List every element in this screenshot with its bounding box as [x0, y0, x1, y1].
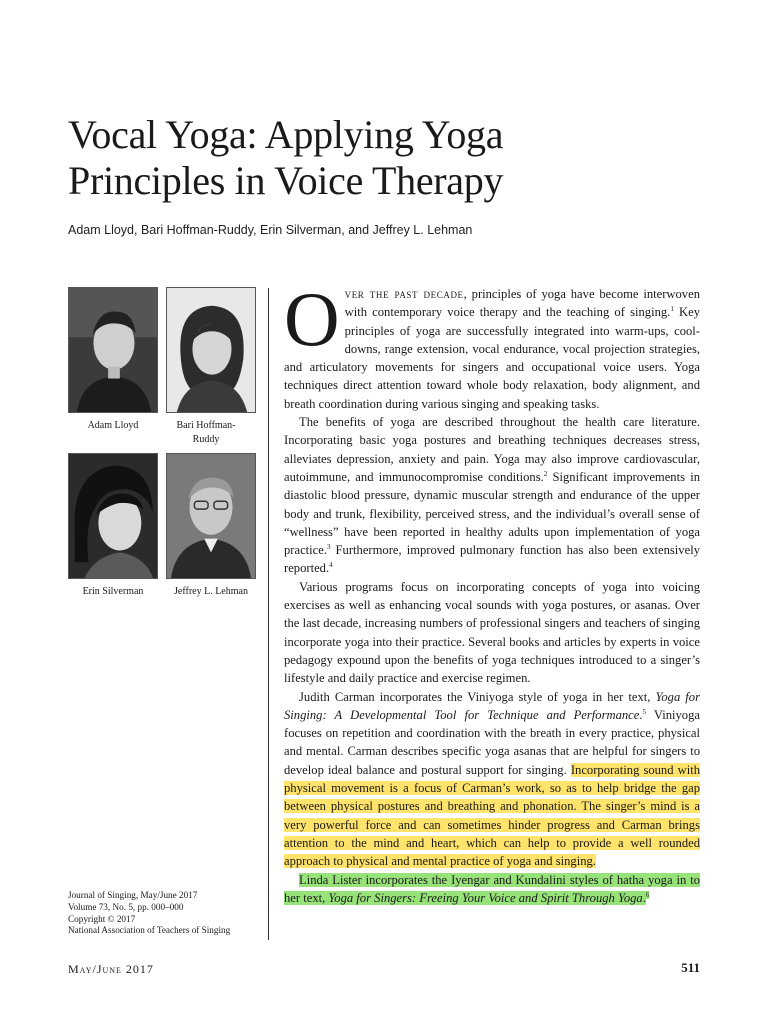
journal-info — [68, 890, 230, 937]
journal-info-line: Journal of Singing, May/June 2017 — [68, 890, 198, 900]
footnote-ref[interactable]: 5 — [642, 707, 647, 716]
highlight-yellow[interactable]: The singer’s mind is a very powerful force and can sometimes hinder progress and Carman brings attention to the mind and heart, which can help to provide a — [284, 799, 701, 850]
footnote-ref[interactable]: 6 — [645, 890, 650, 899]
highlight-green[interactable]: Linda Lister incorporates the Iyengar and Kundalini styles of hatha yoga in to her text, — [284, 872, 700, 905]
text: Viniyoga focuses on repetition and coordination with the breath in every practice, physical and mental. Carman describes specific yoga asanas that are helpful for singers to develop ideal balance and postural support for singing. — [284, 707, 700, 777]
paragraph — [284, 276, 701, 413]
page-number: 511 — [681, 960, 700, 975]
text: Furthermore, improved pulmonary function has also been extensively reported. — [284, 543, 700, 576]
article-body — [284, 276, 701, 907]
text: , principles of yoga have become interwoven with contemporary voice therapy and the teaching of singing. — [344, 287, 700, 320]
journal-info-line: Volume 73, No. 5, pp. 000–000 — [68, 901, 184, 912]
drop-cap: O — [284, 276, 340, 362]
text: . — [639, 707, 643, 722]
text: Judith Carman incorporates the Viniyoga style of yoga in her text, — [299, 689, 656, 704]
journal-info-line: Copyright © 2017 — [68, 913, 136, 924]
column-divider — [268, 288, 269, 940]
title-line-2: Principles in Voice Therapy — [68, 158, 504, 203]
paragraph: Various programs focus on incorporating concepts of yoga into voicing exercises as well as enhancing vocal sounds with yoga postures, or asanas. Over the last decade, increasing numbers of professional singers and teachers of singing incorporate yoga into their practice. Several books and articles by experts in voice pedagogy expound upon the benefits of yoga techniques introduced to a singer’s lifestyle and daily practice and exercise regimen. — [284, 579, 700, 686]
journal-info-line: National Association of Teachers of Singing — [68, 925, 231, 936]
footnote-ref[interactable]: 1 — [670, 305, 674, 314]
text: Significant improvements in diastolic blood pressure, dynamic muscular strength and endurance of the upper body and trunk, flexibility, perceived stress, and the individual’s overall sense of “wellness” have been reported in healthy adults upon implementation of yoga practice. — [284, 469, 700, 558]
book-title: Yoga for Singing: A Developmental Tool for Technique and Performance — [284, 689, 700, 722]
author-photo-jeffrey-lehman — [166, 453, 256, 579]
paragraph — [284, 871, 700, 908]
author-photo-erin-silverman — [68, 453, 158, 579]
highlight-green[interactable]: . — [642, 890, 646, 905]
photo-caption: Jeffrey L. Lehman — [174, 586, 248, 597]
paragraph — [284, 413, 700, 578]
footnote-ref[interactable]: 3 — [327, 542, 331, 551]
photo-caption: Bari Hoffman-Ruddy — [176, 420, 236, 445]
article-title — [68, 112, 688, 204]
text: The benefits of yoga are described throughout the health care literature. Incorporating basic yoga postures and breathing techniques decreases stress, alleviates depression, anxiety and pain. Yoga may also improve cardiovascular, autoimmune, and immunocompromise conditions. — [284, 415, 700, 484]
footnote-ref[interactable]: 4 — [329, 561, 333, 570]
highlight-yellow[interactable]: Incorporating sound with physical movement is a focus of Carman’s work, so as to help bridge the gap between physical postures and breathing and phonation. — [284, 762, 700, 814]
author-photo-bari-hoffman-ruddy — [166, 287, 256, 413]
author-photo-adam-lloyd — [68, 287, 158, 413]
small-caps-lead: ver the past decade — [344, 287, 464, 301]
text: Key principles of yoga are successfully integrated into warm-ups, cool-downs, range extension, vocal endurance, vocal projection strategies, and articulatory movements for singers and occupational voice users. Yoga techniques direct attention toward whole body relaxation, body alignment, and breath coordination during various singing and speaking tasks. — [284, 305, 701, 411]
highlight-yellow[interactable]: well rounded approach to physical and mental practice of yoga and singing. — [284, 835, 701, 869]
photo-caption: Adam Lloyd — [87, 420, 139, 431]
footer-date: May/June 2017 — [68, 962, 154, 976]
book-title[interactable]: Yoga for Singers: Freeing Your Voice and Spirit Through Yoga — [328, 890, 643, 905]
title-line-1: Vocal Yoga: Applying Yoga — [68, 112, 504, 157]
author-list: Adam Lloyd, Bari Hoffman-Ruddy, Erin Silverman, and Jeffrey L. Lehman — [68, 223, 473, 237]
footnote-ref[interactable]: 2 — [543, 469, 548, 478]
paragraph — [284, 688, 700, 871]
photo-caption: Erin Silverman — [82, 586, 144, 597]
